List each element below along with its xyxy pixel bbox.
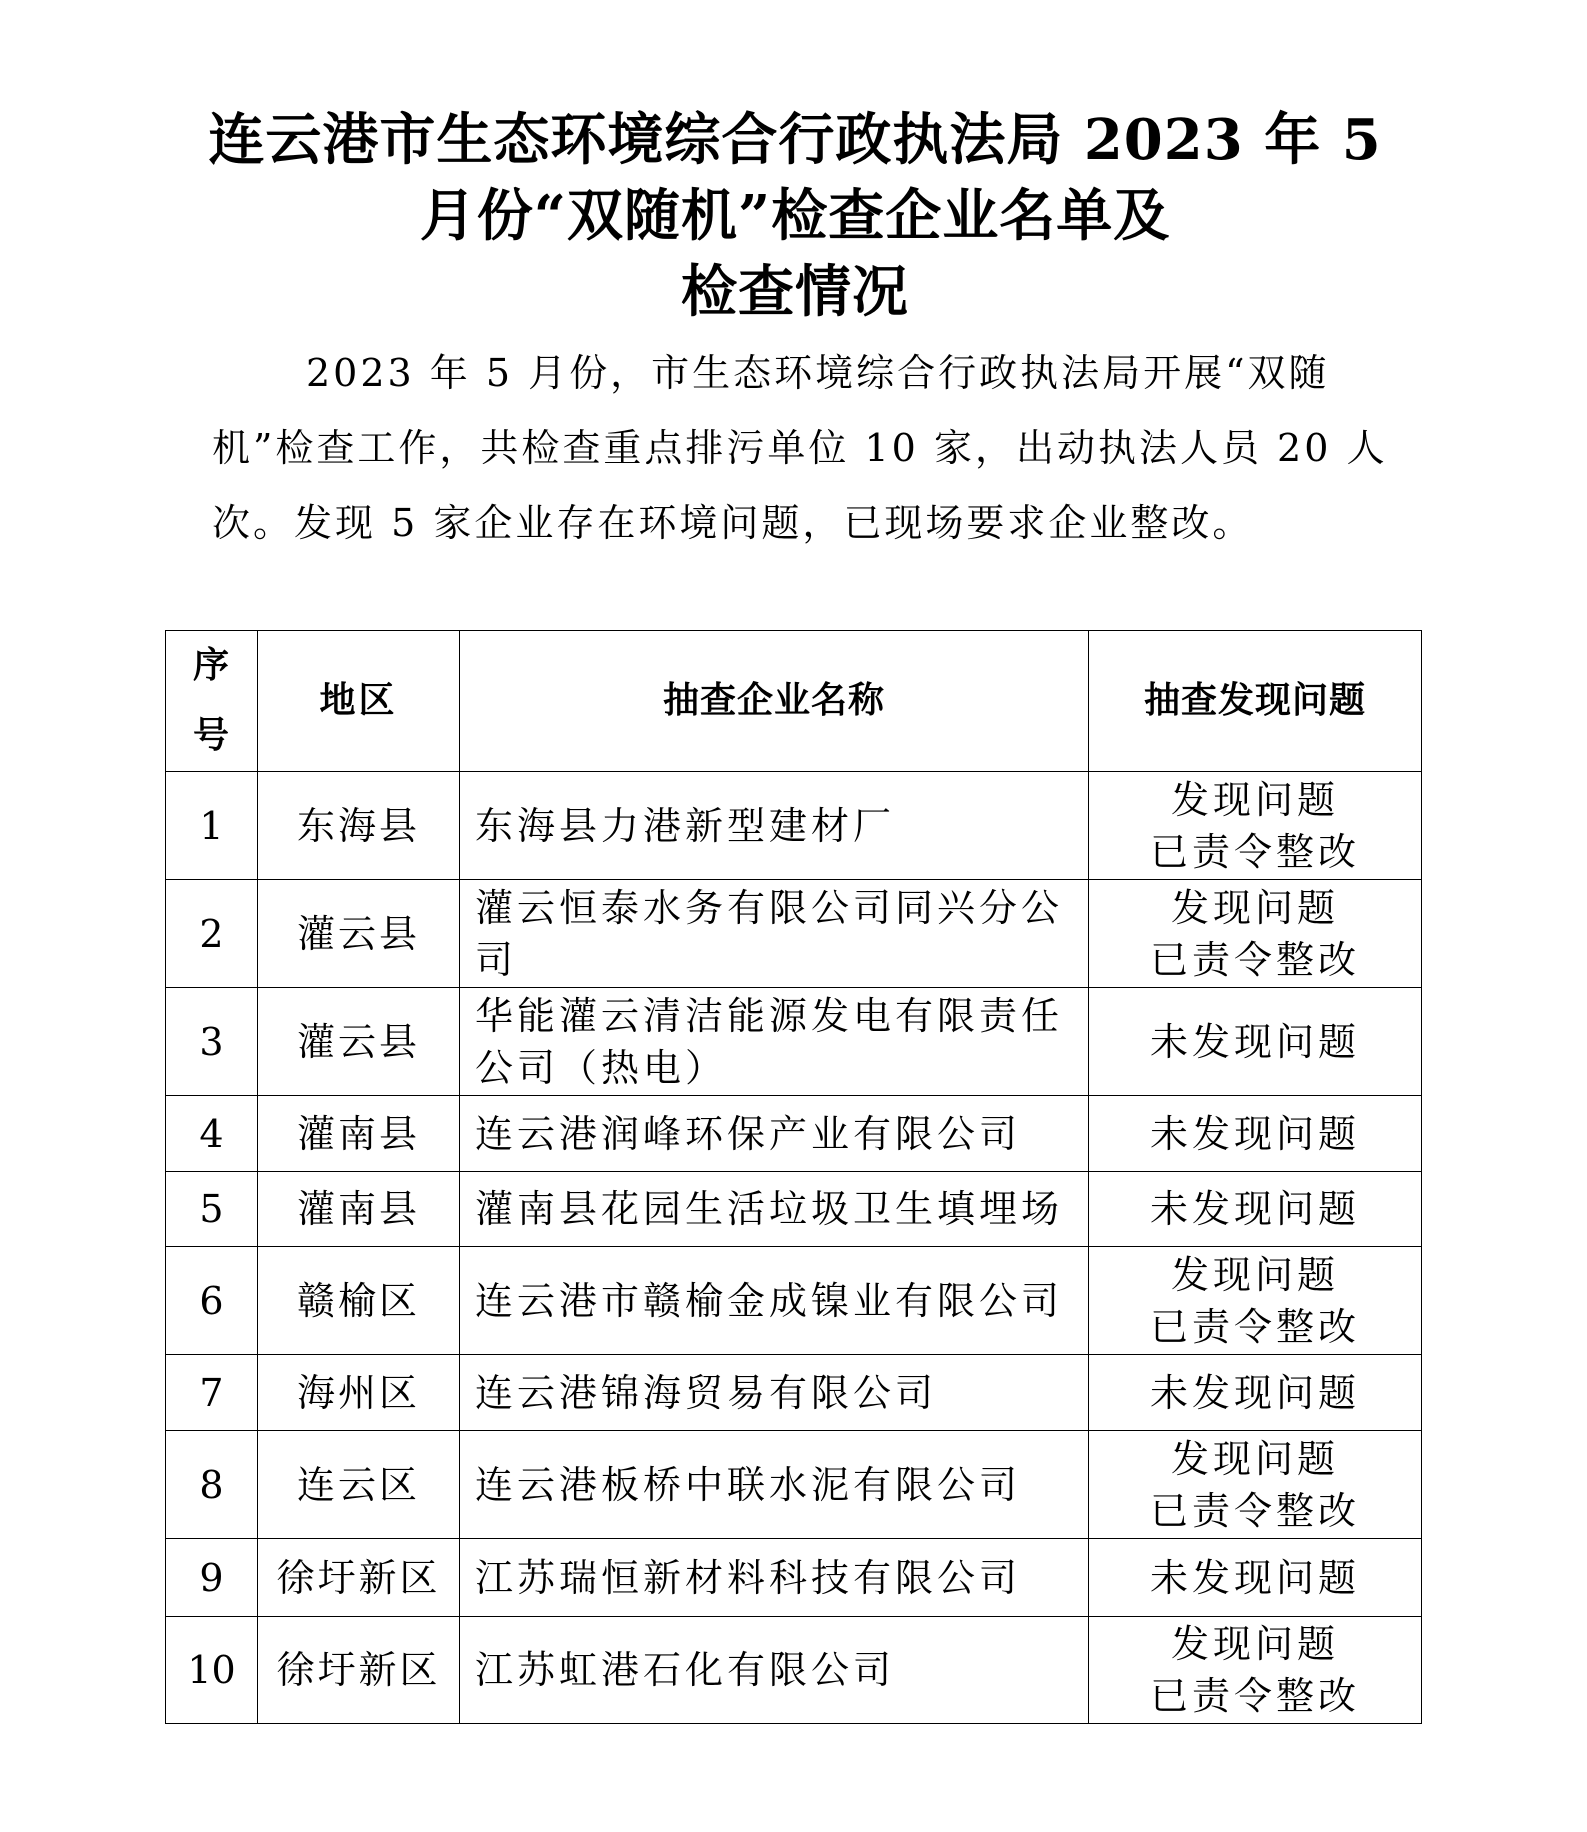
cell-result (1089, 1172, 1422, 1247)
cell-region: 东海县 (258, 772, 460, 880)
table-row (166, 772, 1422, 880)
result-line-2: 已责令整改 (1149, 937, 1360, 982)
cell-result (1089, 880, 1422, 988)
intro-paragraph: 2023 年 5 月份，市生态环境综合行政执法局开展“双随机”检查工作，共检查重点排污单位 10 家，出动执法人员 20 人次。发现 5 家企业存在环境问题，已现场要求企业整改。 (212, 351, 1388, 545)
result-line-1: 发现问题 (1170, 1436, 1339, 1481)
cell-company-name: 连云港润峰环保产业有限公司 (460, 1096, 1089, 1172)
cell-result (1089, 1539, 1422, 1617)
table-body (166, 772, 1422, 1724)
cell-region: 徐圩新区 (258, 1617, 460, 1724)
table-row (166, 1247, 1422, 1355)
result-line-1: 发现问题 (1170, 777, 1339, 822)
result-line-2: 已责令整改 (1149, 1674, 1360, 1718)
table-row (166, 1172, 1422, 1247)
cell-serial-number: 1 (166, 772, 258, 880)
result-line-2: 已责令整改 (1149, 1304, 1360, 1349)
result-line-1: 发现问题 (1170, 1252, 1339, 1297)
cell-result (1089, 1096, 1422, 1172)
cell-region: 连云区 (258, 1431, 460, 1539)
result-line-2: 已责令整改 (1149, 829, 1360, 874)
cell-company-name: 华能灌云清洁能源发电有限责任公司（热电） (460, 988, 1089, 1096)
intro-paragraph-block (212, 336, 1402, 561)
cell-company-name: 东海县力港新型建材厂 (460, 772, 1089, 880)
table-row (166, 1096, 1422, 1172)
title-line-3: 检查情况 (681, 259, 909, 325)
cell-company-name: 灌云恒泰水务有限公司同兴分公司 (460, 880, 1089, 988)
table-row (166, 1539, 1422, 1617)
cell-serial-number: 3 (166, 988, 258, 1096)
table-row (166, 1617, 1422, 1724)
cell-serial-number: 5 (166, 1172, 258, 1247)
cell-result (1089, 1617, 1422, 1724)
cell-company-name: 江苏瑞恒新材料科技有限公司 (460, 1539, 1089, 1617)
cell-result (1089, 772, 1422, 880)
cell-result (1089, 1431, 1422, 1539)
header-serial-number: 序 号 (166, 631, 258, 772)
title-line-1: 连云港市生态环境综合行政执法局 2023 年 5 (208, 107, 1382, 173)
cell-serial-number: 9 (166, 1539, 258, 1617)
title-line-2: 月份“双随机”检查企业名单及 (419, 183, 1171, 249)
cell-serial-number: 7 (166, 1355, 258, 1431)
header-region: 地区 (258, 631, 460, 772)
result-line-1: 未发现问题 (1149, 1019, 1360, 1064)
cell-serial-number: 8 (166, 1431, 258, 1539)
table-header-row (166, 631, 1422, 772)
cell-result (1089, 1355, 1422, 1431)
result-line-1: 发现问题 (1170, 1622, 1339, 1666)
cell-result (1089, 988, 1422, 1096)
result-line-2: 已责令整改 (1149, 1488, 1360, 1533)
cell-serial-number: 2 (166, 880, 258, 988)
inspection-table (165, 630, 1422, 1724)
result-line-1: 未发现问题 (1149, 1111, 1360, 1156)
cell-region: 灌南县 (258, 1172, 460, 1247)
cell-region: 灌云县 (258, 988, 460, 1096)
result-line-1: 未发现问题 (1149, 1370, 1360, 1415)
table-row (166, 988, 1422, 1096)
cell-company-name: 连云港板桥中联水泥有限公司 (460, 1431, 1089, 1539)
cell-region: 海州区 (258, 1355, 460, 1431)
result-line-1: 未发现问题 (1149, 1187, 1360, 1231)
table-row (166, 1431, 1422, 1539)
header-company: 抽查企业名称 (460, 631, 1089, 772)
table-row (166, 880, 1422, 988)
cell-company-name: 连云港市赣榆金成镍业有限公司 (460, 1247, 1089, 1355)
table-row (166, 1355, 1422, 1431)
header-result: 抽查发现问题 (1089, 631, 1422, 772)
cell-company-name: 灌南县花园生活垃圾卫生填埋场 (460, 1172, 1089, 1247)
result-line-1: 发现问题 (1170, 885, 1339, 930)
cell-region: 徐圩新区 (258, 1539, 460, 1617)
result-line-1: 未发现问题 (1149, 1555, 1360, 1600)
cell-serial-number: 4 (166, 1096, 258, 1172)
cell-company-name: 连云港锦海贸易有限公司 (460, 1355, 1089, 1431)
cell-region: 赣榆区 (258, 1247, 460, 1355)
cell-region: 灌南县 (258, 1096, 460, 1172)
cell-serial-number: 6 (166, 1247, 258, 1355)
cell-result (1089, 1247, 1422, 1355)
cell-region: 灌云县 (258, 880, 460, 988)
document-title (160, 102, 1430, 330)
cell-company-name: 江苏虹港石化有限公司 (460, 1617, 1089, 1724)
cell-serial-number: 10 (166, 1617, 258, 1724)
